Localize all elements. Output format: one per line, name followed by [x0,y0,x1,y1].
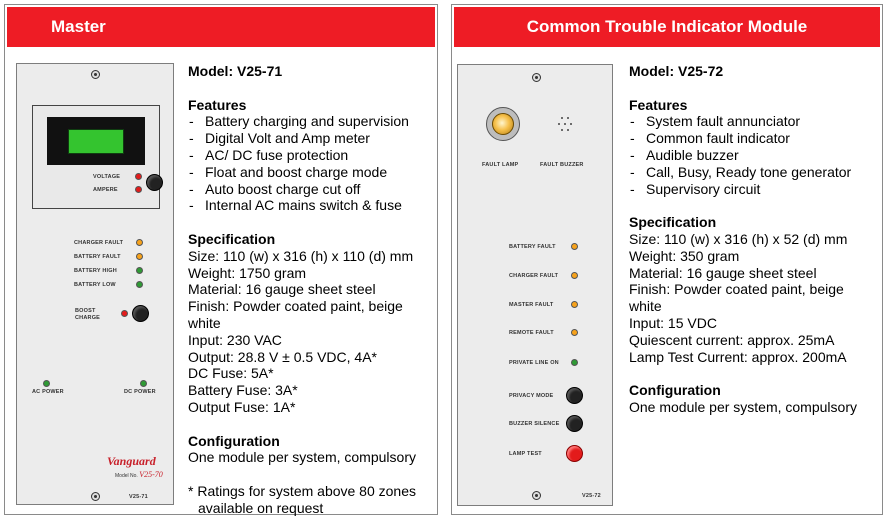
lcd-bezel [47,117,145,165]
spec-line: Material: 16 gauge sheet steel [629,264,817,281]
spec-line: Input: 230 VAC [188,331,282,348]
master-card [4,4,438,515]
charger-fault-led-icon [571,272,578,279]
trouble-features-title: Features [629,96,688,113]
spec-line: Battery Fuse: 3A* [188,382,298,399]
trouble-card [451,4,883,515]
private-line-led-icon [571,359,578,366]
battery-low-led-icon [136,281,143,288]
ac-power-led-icon [43,380,50,387]
trouble-specification [629,214,879,365]
spec-line: DC Fuse: 5A* [188,365,274,382]
master-info [188,63,436,517]
feature-item: - Internal AC mains switch & fuse [188,197,436,214]
lamp-test-label: LAMP TEST [509,451,542,457]
spec-line: Weight: 350 gram [629,247,740,264]
feature-item: - Float and boost charge mode [188,164,436,181]
spec-line: Weight: 1750 gram [188,264,307,281]
voltage-led-icon [135,173,142,180]
trouble-features [629,97,879,198]
feature-item: - Digital Volt and Amp meter [188,130,436,147]
charger-fault-led-icon [136,239,143,246]
master-panel-image [16,63,174,505]
bottom-screw-icon [532,491,541,500]
buzzer-silence-button[interactable] [566,415,583,432]
feature-item: - Supervisory circuit [629,181,879,198]
spec-line: Input: 15 VDC [629,314,717,331]
ratings-note: * Ratings for system above 80 zones available on request [188,482,417,516]
trouble-header: Common Trouble Indicator Module [454,7,880,47]
feature-item: - Audible buzzer [629,147,879,164]
feature-item: - Auto boost charge cut off [188,181,436,198]
boost-charge-knob[interactable] [132,305,149,322]
buzzer-silence-label: BUZZER SILENCE [509,421,560,427]
private-line-label: PRIVATE LINE ON [509,360,559,366]
feature-item: - System fault annunciator [629,113,879,130]
charger-fault-label: CHARGER FAULT [74,240,124,246]
vanguard-logo: Vanguard [107,454,156,468]
dc-power-label: DC POWER [124,389,156,395]
fault-lamp-label: FAULT LAMP [482,162,519,168]
feature-item: - AC/ DC fuse protection [188,147,436,164]
panel-code: V25-71 [129,494,148,500]
spec-line: Lamp Test Current: approx. 200mA [629,348,847,365]
privacy-mode-label: PRIVACY MODE [509,393,554,399]
voltage-label: VOLTAGE [93,174,121,180]
trouble-panel-image [457,64,613,506]
ampere-label: AMPERE [93,187,118,193]
ampere-led-icon [135,186,142,193]
fault-lamp-icon [486,107,520,141]
spec-line: Material: 16 gauge sheet steel [188,281,376,298]
battery-fault-label: BATTERY FAULT [509,244,556,250]
trouble-config-title: Configuration [629,382,721,399]
top-screw-icon [91,70,100,79]
master-header: Master [7,7,435,47]
master-spec-title: Specification [188,230,276,247]
master-specification [188,231,436,416]
meter-select-knob[interactable] [146,174,163,191]
spec-line: Output Fuse: 1A* [188,398,296,415]
config-text: One module per system, compulsory [188,449,416,466]
remote-fault-label: REMOTE FAULT [509,330,554,336]
panel-code: V25-72 [582,493,601,499]
battery-low-label: BATTERY LOW [74,282,116,288]
spec-line: Quiescent current: approx. 25mA [629,331,835,348]
boost-label-2: CHARGE [75,315,101,321]
trouble-model: Model: V25-72 [629,63,724,79]
trouble-spec-title: Specification [629,214,717,231]
master-config-title: Configuration [188,432,280,449]
config-text: One module per system, compulsory [629,398,857,415]
battery-fault-led-icon [136,253,143,260]
remote-fault-led-icon [571,329,578,336]
boost-label-1: BOOST [75,308,96,314]
feature-item: - Common fault indicator [629,130,879,147]
master-model: Model: V25-71 [188,63,283,79]
spec-line: Finish: Powder coated paint, beige white [629,281,844,315]
bottom-screw-icon [91,492,100,501]
master-features-title: Features [188,96,247,113]
spec-line: Size: 110 (w) x 316 (h) x 110 (d) mm [188,247,414,264]
master-fault-led-icon [571,301,578,308]
master-configuration [188,433,436,467]
master-fault-label: MASTER FAULT [509,302,554,308]
battery-high-led-icon [136,267,143,274]
brand-model: Model No. V25-70 [115,470,163,479]
ac-power-label: AC POWER [32,389,64,395]
battery-fault-label: BATTERY FAULT [74,254,121,260]
meter-display [32,105,160,209]
trouble-configuration [629,382,879,416]
fault-buzzer-label: FAULT BUZZER [540,162,584,168]
lamp-test-button[interactable] [566,445,583,462]
feature-item: - Battery charging and supervision [188,113,436,130]
privacy-mode-button[interactable] [566,387,583,404]
charger-fault-label: CHARGER FAULT [509,273,559,279]
boost-led-icon [121,310,128,317]
spec-line: Output: 28.8 V ± 0.5 VDC, 4A* [188,348,378,365]
dc-power-led-icon [140,380,147,387]
lcd-screen [68,129,124,154]
trouble-info [629,63,879,433]
spec-line: Size: 110 (w) x 316 (h) x 52 (d) mm [629,230,848,247]
battery-high-label: BATTERY HIGH [74,268,117,274]
feature-item: - Call, Busy, Ready tone generator [629,164,879,181]
battery-fault-led-icon [571,243,578,250]
spec-line: Finish: Powder coated paint, beige white [188,298,403,331]
top-screw-icon [532,73,541,82]
master-features [188,97,436,215]
